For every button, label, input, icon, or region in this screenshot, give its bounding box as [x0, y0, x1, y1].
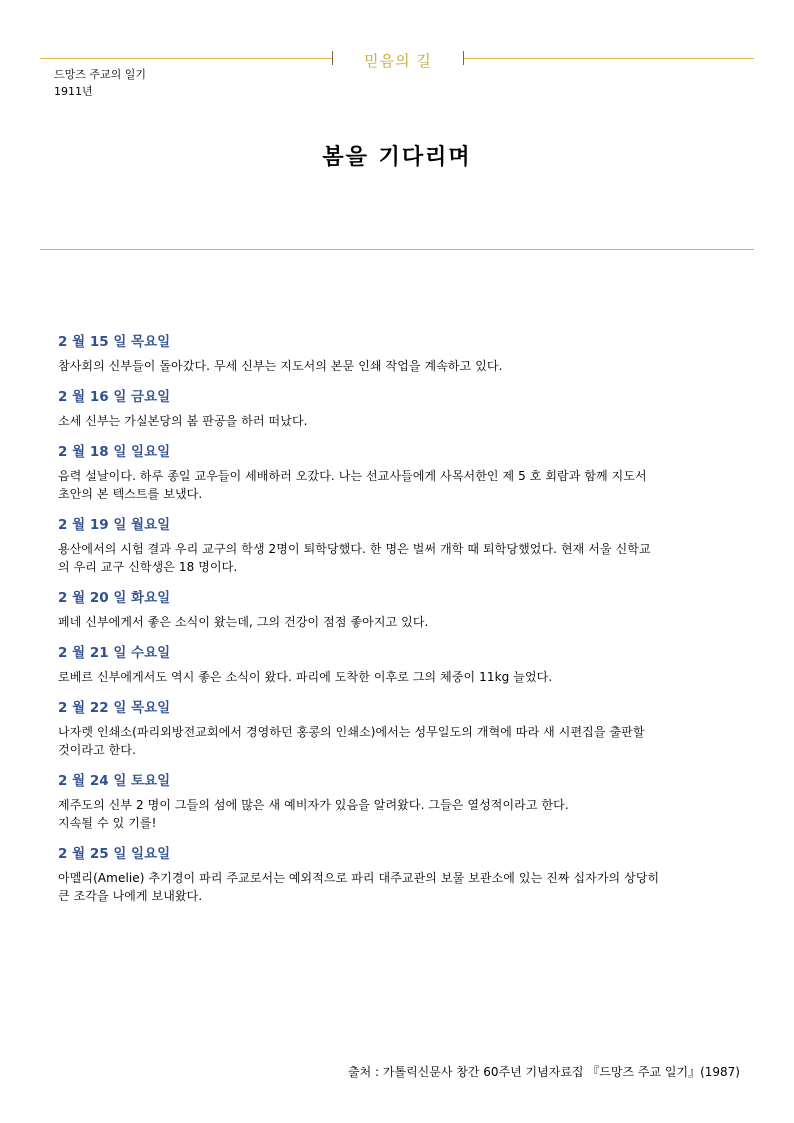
entry-line: 음력 설날이다. 하루 종일 교우들이 세배하러 오갔다. 나는 선교사들에게 사목서한인 제 5 호 회람과 함께 지도서	[58, 469, 647, 483]
page-title: 봄을 기다리며	[322, 145, 472, 170]
entry-line: 로베르 신부에게서도 역시 좋은 소식이 왔다. 파리에 도착한 이후로 그의 체중이 11kg 늘었다.	[58, 670, 553, 684]
entry-body	[58, 540, 738, 576]
entry-date: 2 월 15 일 목요일	[58, 334, 171, 350]
entry-date: 2 월 25 일 일요일	[58, 846, 171, 862]
header-rule-left	[40, 58, 332, 59]
diary-entry	[58, 586, 738, 631]
entry-body	[58, 723, 738, 759]
diary-entry	[58, 440, 738, 503]
title-rule	[40, 249, 754, 250]
header-rule-right	[464, 58, 754, 59]
entry-date: 2 월 16 일 금요일	[58, 389, 171, 405]
entry-line: 큰 조각을 나에게 보내왔다.	[58, 889, 203, 903]
diary-entry	[58, 769, 738, 832]
series-year: 1911년	[54, 85, 93, 98]
header-meta	[54, 66, 146, 100]
entry-body	[58, 668, 738, 686]
diary-entry	[58, 641, 738, 686]
entry-line: 페네 신부에게서 좋은 소식이 왔는데, 그의 건강이 점점 좋아지고 있다.	[58, 615, 429, 629]
entry-body	[58, 613, 738, 631]
source-citation: 출처 : 가톨릭신문사 창간 60주년 기념자료집 『드망즈 주교 일기』(1987)	[348, 1065, 740, 1079]
entry-line: 나자렛 인쇄소(파리외방전교회에서 경영하던 홍콩의 인쇄소)에서는 성무일도의 개혁에 따라 새 시편집을 출판할	[58, 725, 645, 739]
diary-entry	[58, 696, 738, 759]
diary-entry	[58, 330, 738, 375]
entry-body	[58, 796, 738, 832]
entry-body	[58, 357, 738, 375]
diary-entry	[58, 385, 738, 430]
entry-line: 소세 신부는 가실본당의 봄 판공을 하러 떠났다.	[58, 414, 308, 428]
entry-line: 의 우리 교구 신학생은 18 명이다.	[58, 560, 238, 574]
entry-body	[58, 869, 738, 905]
diary-entry	[58, 513, 738, 576]
entry-line: 아멜리(Amelie) 추기경이 파리 주교로서는 예외적으로 파리 대주교관의 보물 보관소에 있는 진짜 십자가의 상당히	[58, 871, 660, 885]
entry-line: 제주도의 신부 2 명이 그들의 섬에 많은 새 예비자가 있음을 알려왔다. 그들은 열성적이라고 한다.	[58, 798, 569, 812]
series-title: 드망즈 주교의 일기	[54, 68, 147, 81]
entry-date: 2 월 22 일 목요일	[58, 700, 171, 716]
entry-line: 초안의 본 텍스트를 보냈다.	[58, 487, 203, 501]
diary-entries	[58, 330, 738, 915]
entry-date: 2 월 21 일 수요일	[58, 645, 171, 661]
entry-date: 2 월 20 일 화요일	[58, 590, 171, 606]
entry-line: 용산에서의 시험 결과 우리 교구의 학생 2명이 퇴학당했다. 한 명은 벌써 개학 때 퇴학당했었다. 현재 서울 신학교	[58, 542, 651, 556]
entry-date: 2 월 18 일 일요일	[58, 444, 171, 460]
entry-body	[58, 467, 738, 503]
entry-line: 참사회의 신부들이 돌아갔다. 무세 신부는 지도서의 본문 인쇄 작업을 계속하고 있다.	[58, 359, 503, 373]
entry-line: 지속될 수 있 기를!	[58, 816, 157, 830]
diary-entry	[58, 842, 738, 905]
entry-line: 것이라고 한다.	[58, 743, 136, 757]
entry-body	[58, 412, 738, 430]
section-tag: 믿음의 길	[364, 52, 432, 70]
entry-date: 2 월 24 일 토요일	[58, 773, 171, 789]
entry-date: 2 월 19 일 월요일	[58, 517, 171, 533]
